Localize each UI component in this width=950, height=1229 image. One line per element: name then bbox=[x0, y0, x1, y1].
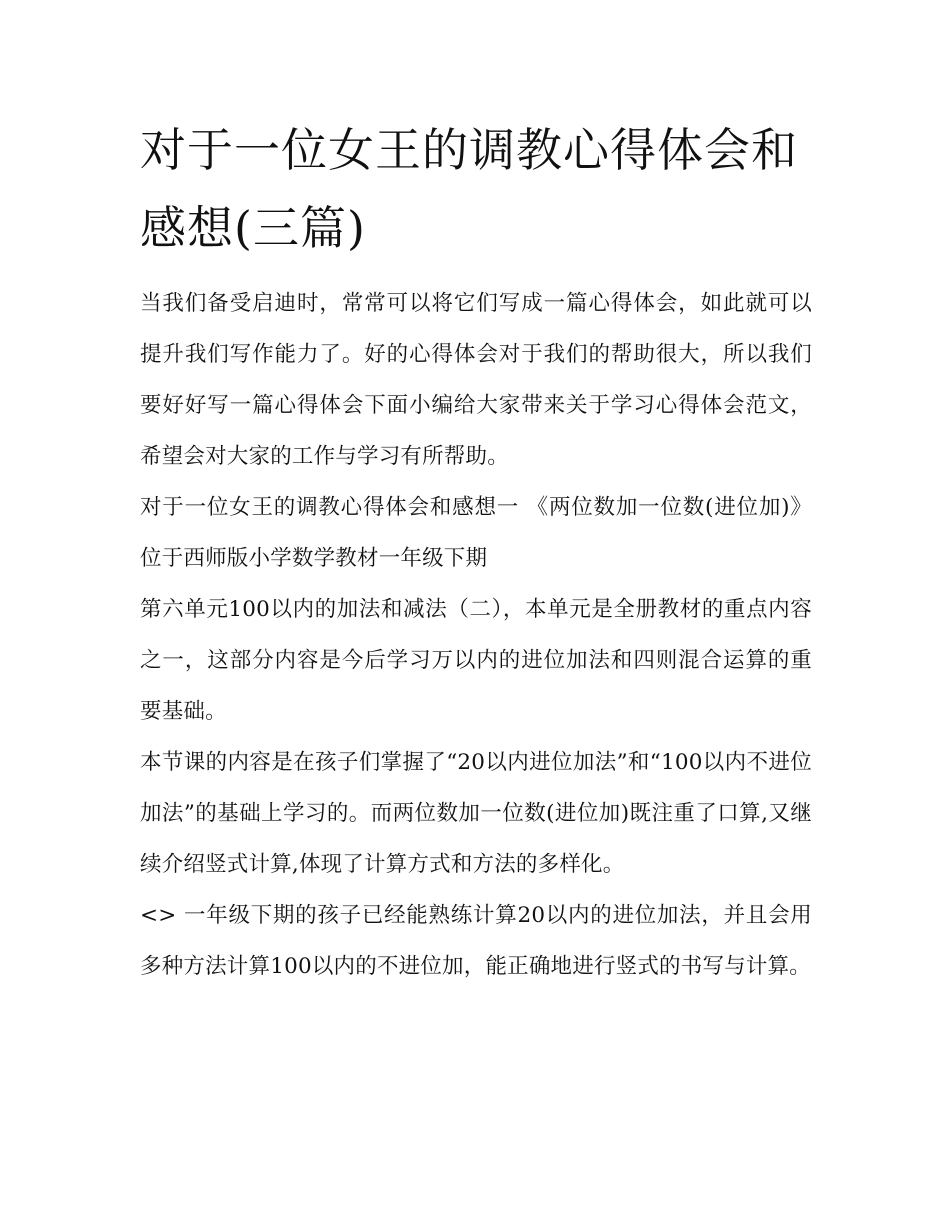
body-paragraph: <> 一年级下期的孩子已经能熟练计算20以内的进位加法，并且会用多种方法计算100以内的不进位加，能正确地进行竖式的书写与计算。 bbox=[140, 903, 812, 979]
document-page bbox=[140, 0, 812, 992]
body-paragraph: 第六单元100以内的加法和减法（二），本单元是全册教材的重点内容之一，这部分内容是今后学习万以内的进位加法和四则混合运算的重要基础。 bbox=[140, 597, 812, 724]
document-body bbox=[140, 278, 812, 992]
body-paragraph: 对于一位女王的调教心得体会和感想一 《两位数加一位数(进位加)》位于西师版小学数学教材一年级下期 bbox=[140, 495, 812, 571]
body-paragraph: 当我们备受启迪时，常常可以将它们写成一篇心得体会，如此就可以提升我们写作能力了。好的心得体会对于我们的帮助很大，所以我们要好好写一篇心得体会下面小编给大家带来关于学习心得体会范文，希望会对大家的工作与学习有所帮助。 bbox=[140, 291, 812, 469]
document-title: 对于一位女王的调教心得体会和感想(三篇) bbox=[140, 123, 798, 255]
body-paragraph: 本节课的内容是在孩子们掌握了“20以内进位加法”和“100以内不进位加法”的基础上学习的。而两位数加一位数(进位加)既注重了口算,又继续介绍竖式计算,体现了计算方式和方法的多样化。 bbox=[140, 750, 812, 877]
